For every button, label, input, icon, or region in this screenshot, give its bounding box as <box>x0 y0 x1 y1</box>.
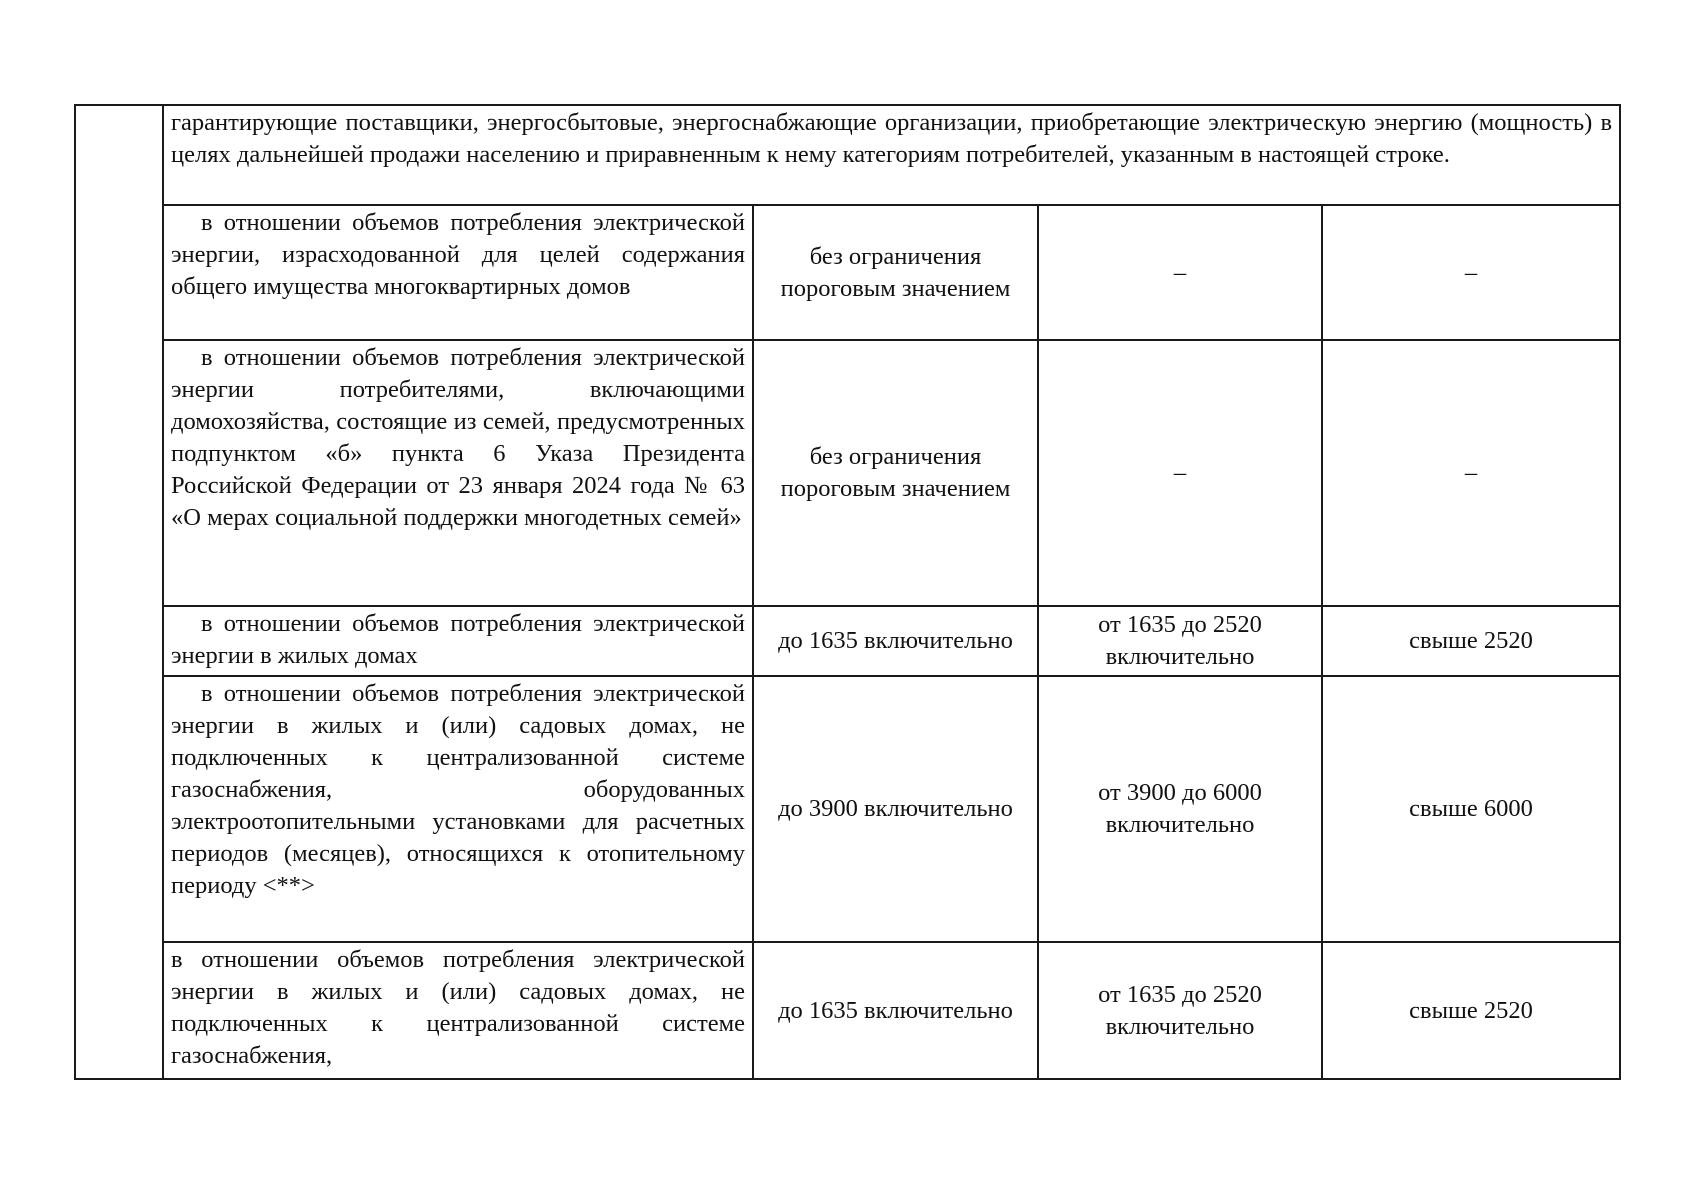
table-row <box>75 205 1620 340</box>
range-1-cell: до 1635 включительно <box>753 942 1038 1079</box>
range-2-cell: от 1635 до 2520 включительно <box>1038 942 1322 1079</box>
row-number-cell <box>75 105 163 1079</box>
range-2-cell: – <box>1038 340 1322 606</box>
range-3-cell: – <box>1322 340 1620 606</box>
range-2-cell: от 3900 до 6000 включительно <box>1038 676 1322 942</box>
range-3-cell: свыше 2520 <box>1322 606 1620 676</box>
table-row <box>75 942 1620 1079</box>
range-3-cell: свыше 2520 <box>1322 942 1620 1079</box>
row-description: в отношении объемов потребления электрической энергии потребителями, включающими домохозяйства, состоящие из семей, предусмотренных подпунктом «б» пункта 6 Указа Президента Российской Федерации от 23 января 2024 года № 63 «О мерах социальной поддержки многодетных семей» <box>163 340 753 606</box>
range-3-cell: свыше 6000 <box>1322 676 1620 942</box>
consumer-category-text: гарантирующие поставщики, энергосбытовые, энергоснабжающие организации, приобретающие электрическую энергию (мощность) в целях дальнейшей продажи населению и приравненным к нему категориям потребителей, указанным в настоящей строке. <box>171 109 1613 168</box>
range-1-cell: до 1635 включительно <box>753 606 1038 676</box>
table-row-header <box>75 105 1620 205</box>
range-3-cell: – <box>1322 205 1620 340</box>
range-1-cell: без ограничения пороговым значением <box>753 205 1038 340</box>
range-1-cell: без ограничения пороговым значением <box>753 340 1038 606</box>
range-1-cell: до 3900 включительно <box>753 676 1038 942</box>
range-2-cell: от 1635 до 2520 включительно <box>1038 606 1322 676</box>
table-row <box>75 340 1620 606</box>
table-row <box>75 676 1620 942</box>
row-description: в отношении объемов потребления электрической энергии в жилых и (или) садовых домах, не подключенных к централизованной системе газоснабжения, оборудованных электроотопительными установками для расчетных периодов (месяцев), относящихся к отопительному периоду <**> <box>163 676 753 942</box>
tariff-table <box>74 104 1621 1080</box>
row-description: в отношении объемов потребления электрической энергии в жилых домах <box>163 606 753 676</box>
range-2-cell: – <box>1038 205 1322 340</box>
row-description: в отношении объемов потребления электрической энергии в жилых и (или) садовых домах, не подключенных к централизованной системе газоснабжения, <box>163 942 753 1079</box>
consumer-category-cell <box>163 105 1620 205</box>
row-description: в отношении объемов потребления электрической энергии, израсходованной для целей содержания общего имущества многоквартирных домов <box>163 205 753 340</box>
table-row <box>75 606 1620 676</box>
